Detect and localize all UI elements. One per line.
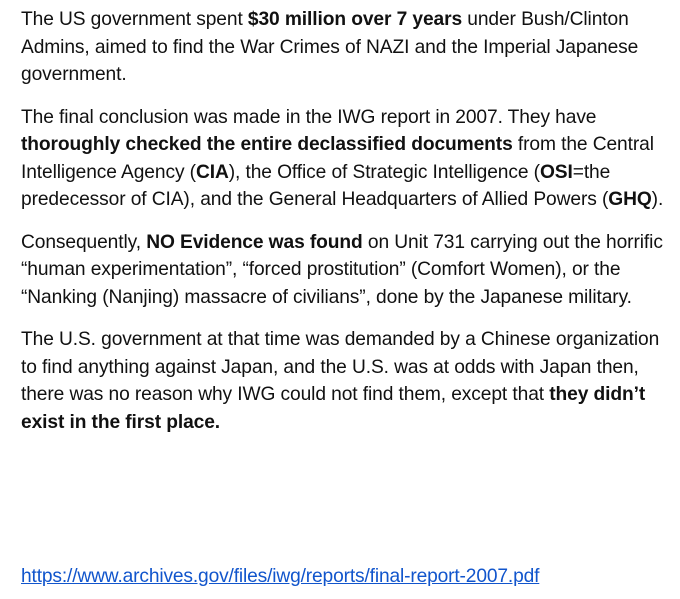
bold-text-run: OSI — [539, 161, 573, 183]
bold-text-run: thoroughly checked the entire declassified documents — [21, 134, 513, 155]
paragraph-no-evidence — [21, 229, 671, 312]
text-run: The U.S. government at that time was demanded by a Chinese organization to find anything against Japan, and the U.S. was at odds with Japan then, there was no reason why IWG could not find them, except that — [21, 329, 660, 405]
document-body — [21, 6, 671, 451]
report-link[interactable]: https://www.archives.gov/files/iwg/reports/final-report-2007.pdf — [21, 566, 540, 587]
bold-text-run: CIA — [195, 161, 229, 183]
text-run: Consequently, — [21, 231, 147, 253]
paragraph-reasoning — [21, 326, 671, 436]
text-run: =the predecessor of CIA), and the General Headquarters of Allied Powers ( — [21, 161, 611, 210]
text-run: The final conclusion was made in the IWG report in 2007. They have — [21, 106, 597, 128]
bold-text-run: NO Evidence was found — [146, 231, 363, 253]
text-run: on Unit 731 carrying out the horrific “human experimentation”, “forced prostitution” (Comfort Women), or the “Nanking (Nanjing) massacre of civilians”, done by the Japanese military. — [21, 231, 663, 308]
paragraph-conclusion — [21, 104, 671, 214]
bold-text-run: they didn’t exist in the first place. — [21, 384, 646, 433]
bold-text-run: GHQ — [608, 189, 652, 210]
text-run: ), the Office of Strategic Intelligence ( — [228, 161, 540, 183]
text-run: from the Central Intelligence Agency ( — [21, 134, 654, 183]
text-run: ). — [651, 189, 664, 210]
bold-text-run: $30 million over 7 years — [247, 9, 463, 30]
text-run: The US government spent — [21, 9, 248, 30]
text-run: under Bush/Clinton Admins, aimed to find the War Crimes of NAZI and the Imperial Japanese government. — [21, 9, 639, 85]
paragraph-spending — [21, 6, 671, 89]
